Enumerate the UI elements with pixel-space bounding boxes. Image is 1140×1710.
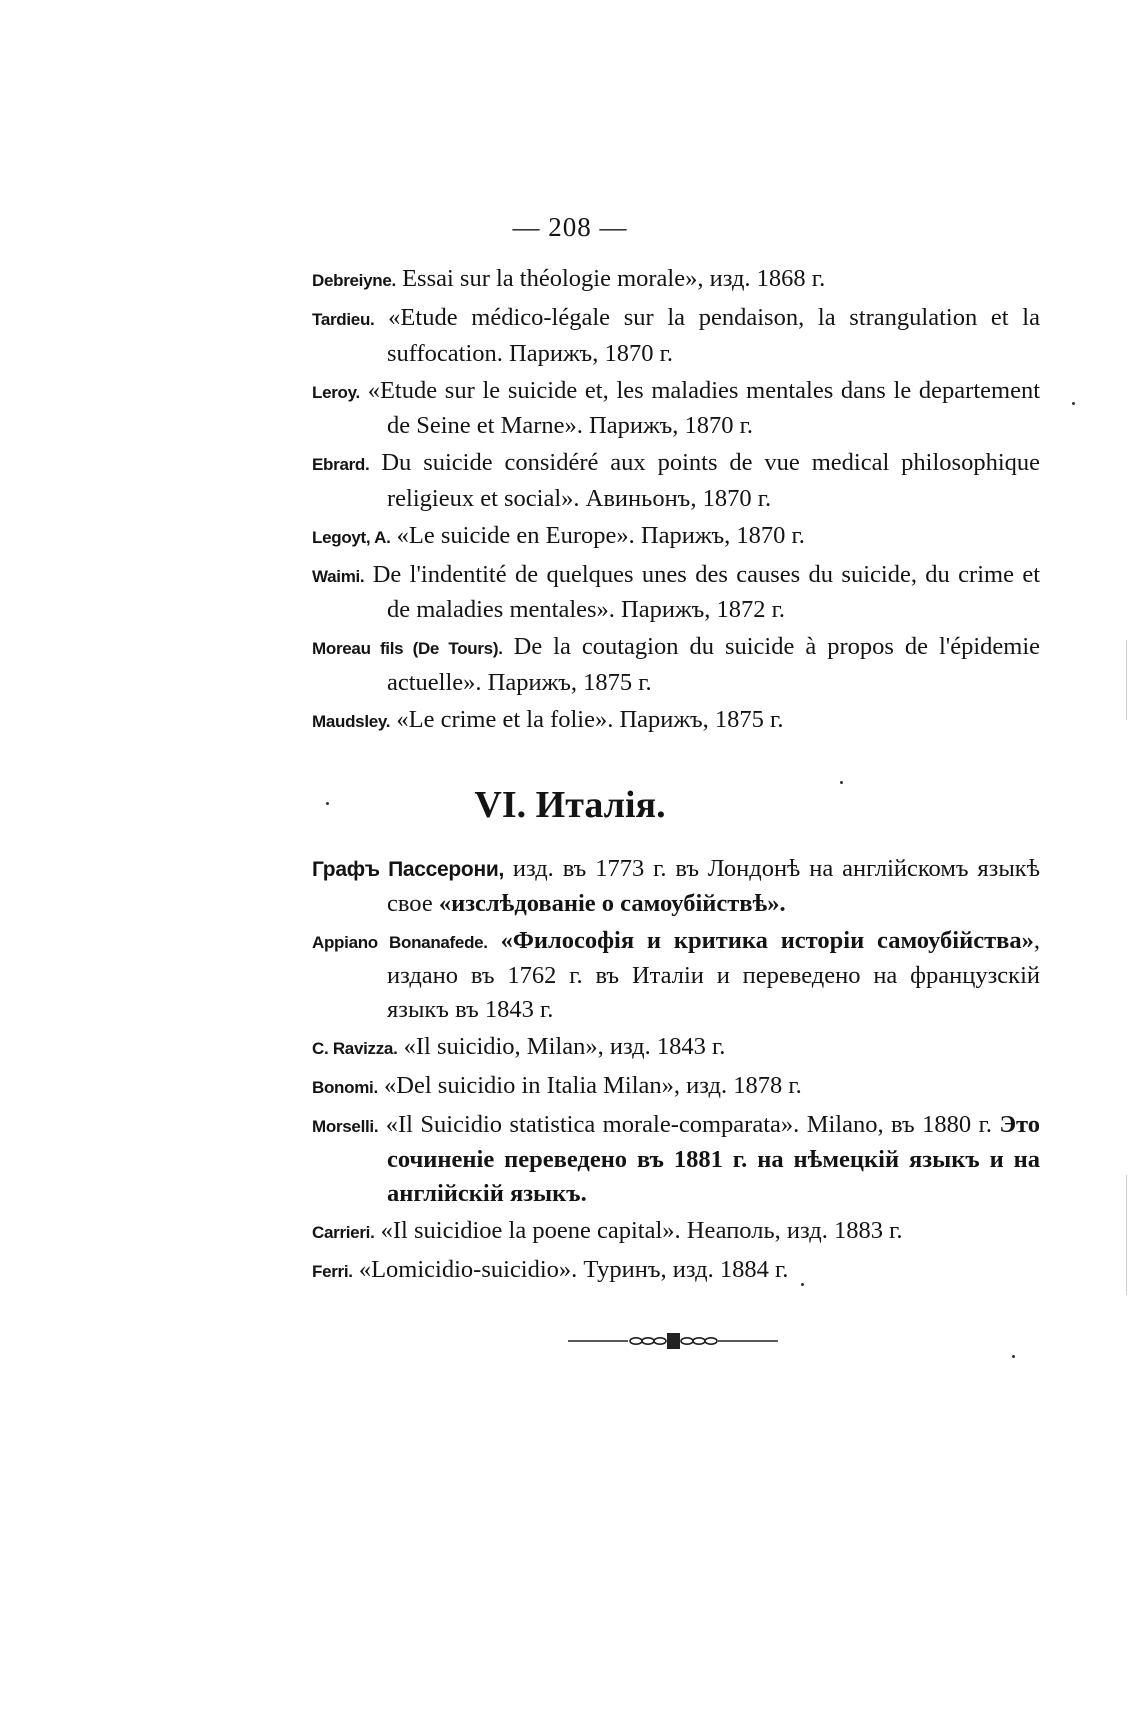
entry-author: Leroy.: [312, 382, 360, 402]
french-bibliography: [312, 262, 1040, 742]
bibliography-entry: [312, 630, 1040, 699]
entry-author: C. Ravizza.: [312, 1038, 398, 1058]
bibliography-entry: [312, 446, 1040, 515]
bibliography-entry: [312, 1030, 1040, 1066]
bibliography-entry: [312, 374, 1040, 443]
entry-author: Ferri.: [312, 1261, 353, 1281]
entry-author: Carrieri.: [312, 1222, 375, 1242]
entry-text: «Il suicidioe la poene capital». Неаполь, изд. 1883 г.: [380, 1216, 903, 1244]
entry-text: «Il suicidio, Milan», изд. 1843 г.: [403, 1032, 726, 1060]
entry-text: «Lomicidio-suicidio». Туринъ, изд. 1884 г.: [358, 1255, 789, 1283]
scan-speck: [1012, 1355, 1015, 1358]
entry-text: «Le suicide en Europe». Парижъ, 1870 г.: [396, 521, 805, 549]
italian-bibliography: [312, 852, 1040, 1292]
entry-author: Waimi.: [312, 566, 365, 586]
entry-text-emphasis: «Философія и критика исторіи самоубійства»: [500, 926, 1034, 954]
entry-author: Bonomi.: [312, 1077, 378, 1097]
entry-author: Moreau fils (De Tours).: [312, 639, 503, 658]
scan-speck: [840, 781, 843, 784]
entry-text: «Le crime et la folie». Парижъ, 1875 г.: [396, 705, 784, 733]
entry-text-emphasis: Это сочиненіе переведено въ 1881 г. на нѣмецкій языкъ и на англійскій языкъ.: [387, 1110, 1041, 1207]
entry-text: «Del suicidio in Italia Milan», изд. 1878 г.: [384, 1071, 802, 1099]
entry-author: Legoyt, A.: [312, 527, 391, 547]
bibliography-entry: [312, 1069, 1040, 1105]
scan-speck: [801, 1283, 804, 1286]
entry-text: Essai sur la théologie morale», изд. 1868 г.: [402, 265, 826, 292]
scan-edge-line: [1126, 1175, 1127, 1295]
entry-author: Debreiyne.: [312, 271, 396, 290]
ornament-divider-icon: [568, 1330, 778, 1352]
scan-speck: [326, 802, 329, 805]
entry-text: Du suicide considéré aux points de vue medical philosophique religieux et social». Авиньонъ, 1870 г.: [381, 449, 1041, 512]
bibliography-entry: [312, 1108, 1040, 1211]
entry-text: «Il Suicidio statistica morale-comparata». Milano, въ 1880 г.: [385, 1110, 1000, 1138]
bibliography-entry: [312, 262, 1040, 298]
entry-author: Tardieu.: [312, 310, 375, 329]
entry-text: De l'indentité de quelques unes des causes du suicide, du crime et de maladies mentales». Парижъ, 1872 г.: [372, 560, 1040, 623]
bibliography-entry: [312, 1253, 1040, 1289]
bibliography-entry: [312, 558, 1040, 627]
bibliography-entry: [312, 519, 1040, 555]
entry-author: Maudsley.: [312, 711, 391, 731]
entry-author: Графъ Пассерони,: [312, 858, 504, 881]
entry-author: Ebrard.: [312, 455, 370, 474]
bibliography-entry: [312, 301, 1040, 370]
bibliography-entry: [312, 924, 1040, 1027]
entry-text: изд. въ 1773 г. въ Лондонѣ на англійскомъ языкѣ свое: [387, 855, 1041, 917]
bibliography-entry: [312, 1214, 1040, 1250]
section-heading: VI. Италія.: [474, 784, 666, 826]
page-number: — 208 —: [512, 212, 628, 242]
entry-author: Morselli.: [312, 1116, 379, 1136]
entry-text: De la coutagion du suicide à propos de l'épidemie actuelle». Парижъ, 1875 г.: [387, 633, 1041, 696]
entry-text: «Etude médico-légale sur la pendaison, la strangulation et la suffocation. Парижъ, 1870 г.: [387, 304, 1040, 367]
entry-text: , издано въ 1762 г. въ Италіи и переведено на французскій языкъ въ 1843 г.: [387, 926, 1040, 1023]
entry-author: Appiano Bonanafede.: [312, 932, 488, 952]
bibliography-entry: [312, 703, 1040, 739]
scan-speck: [1072, 402, 1075, 405]
entry-text-emphasis: «изслѣдованіе о самоубійствѣ».: [438, 889, 786, 917]
entry-text: «Etude sur le suicide et, les maladies mentales dans le departement de Seine et Marne». Парижъ, 1870 г.: [367, 376, 1041, 439]
scan-edge-line: [1126, 640, 1127, 720]
bibliography-entry: [312, 852, 1040, 920]
